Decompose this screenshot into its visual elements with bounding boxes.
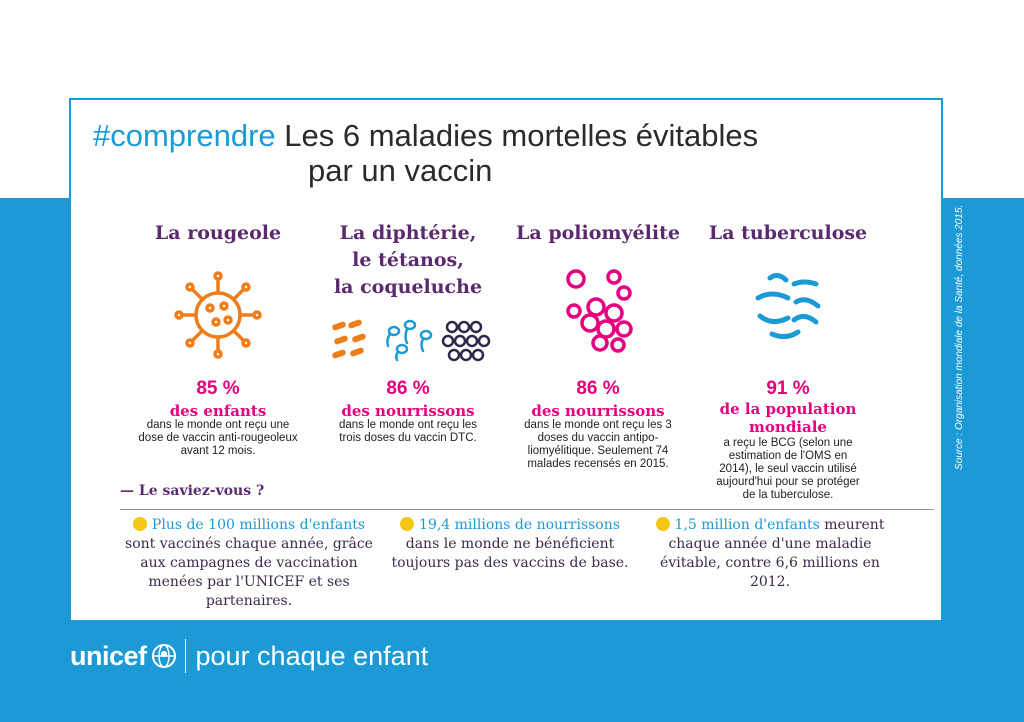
polio-percent: 86 %	[576, 378, 620, 399]
tb-population: de la population mondiale	[719, 400, 857, 436]
fact-1: Plus de 100 millions d'enfants sont vaccinés chaque année, grâce aux campagnes de vaccination menées par l'UNICEF et ses partenaires.	[125, 517, 373, 609]
logo-separator	[185, 639, 186, 673]
tuberculosis-bacilli-icon	[750, 270, 830, 346]
neutral-face-icon	[656, 517, 670, 531]
measles-virus-icon	[170, 270, 266, 360]
title-line-2: par un vaccin	[308, 153, 493, 188]
polio-virus-icon	[560, 265, 640, 355]
dtc-percent: 86 %	[386, 378, 430, 399]
divider	[120, 509, 934, 510]
sad-face-icon	[400, 517, 414, 531]
hashtag: #comprendre	[93, 118, 276, 153]
brand-name: unicef	[70, 640, 147, 671]
page-title	[93, 118, 758, 188]
happy-face-icon	[133, 517, 147, 531]
dtc-population: des nourrissons	[341, 402, 475, 420]
title-line-1: Les 6 maladies mortelles évitables	[284, 118, 759, 153]
polio-population: des nourrissons	[531, 402, 665, 420]
polio-description: dans le monde ont reçu les 3 doses du vaccin antipo-liomyélitique. Seulement 74 malades recensés en 2015.	[524, 419, 672, 470]
disease-heading-measles: La rougeole	[154, 222, 282, 244]
measles-percent: 85 %	[196, 378, 240, 399]
did-you-know-label: — Le saviez-vous ?	[120, 483, 265, 499]
bacteria-trio-icon	[328, 315, 492, 363]
fact-3: 1,5 million d'enfants meurent chaque année d'une maladie évitable, contre 6,6 millions en 2012.	[650, 516, 890, 592]
disease-heading-polio: La poliomyélite	[516, 222, 680, 244]
fact-2: 19,4 millions de nourrissons dans le monde ne bénéficient toujours pas des vaccins de base.	[391, 517, 629, 571]
dtc-description: dans le monde ont reçu les trois doses du vaccin DTC.	[338, 419, 478, 444]
measles-description: dans le monde ont reçu une dose de vaccin anti-rougeoleux avant 12 mois.	[138, 419, 298, 457]
disease-heading-tuberculosis: La tuberculose	[708, 222, 868, 244]
tagline: pour chaque enfant	[195, 640, 429, 671]
tb-percent: 91 %	[766, 378, 810, 399]
measles-population: des enfants	[169, 402, 267, 420]
tb-description: a reçu le BCG (selon une estimation de l'OMS en 2014), le seul vaccin utilisé aujourd'hui pour se protéger de la tuberculose.	[716, 437, 860, 501]
unicef-globe-icon	[151, 643, 177, 669]
unicef-logo	[70, 638, 428, 674]
disease-heading-dtc: La diphtérie, le tétanos, la coqueluche	[333, 222, 483, 298]
